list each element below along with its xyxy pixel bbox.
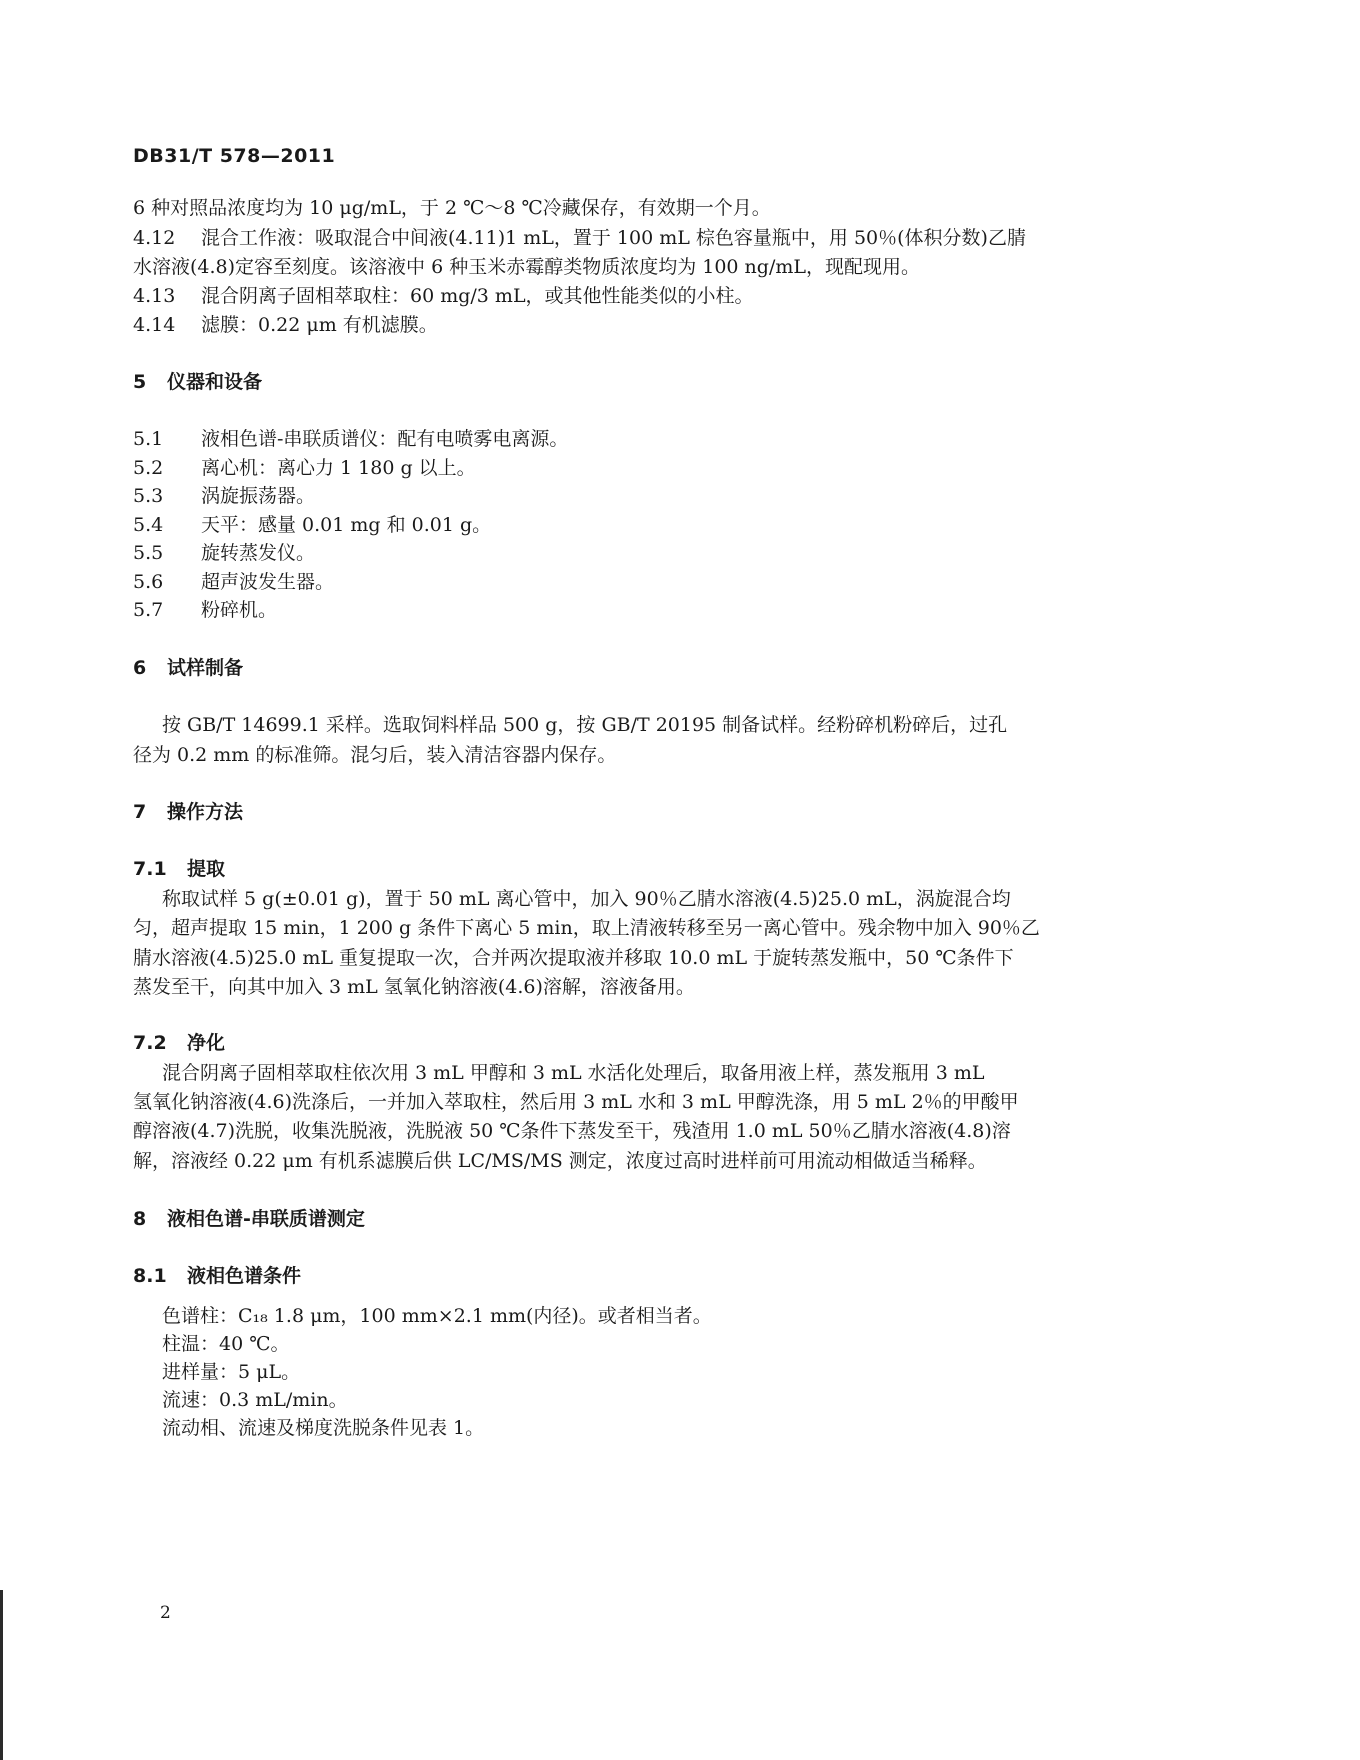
clause-item bbox=[133, 537, 1263, 569]
line-text: 天平：感量 0.01 mg 和 0.01 g。 bbox=[201, 514, 492, 536]
body-text-line bbox=[162, 883, 1292, 915]
section-heading bbox=[133, 652, 1263, 684]
line-text: 净化 bbox=[187, 1032, 226, 1054]
clause-number: 8 bbox=[133, 1208, 147, 1230]
line-text: 旋转蒸发仪。 bbox=[201, 542, 316, 564]
page-number: 2 bbox=[160, 1603, 171, 1623]
line-text: 进样量：5 μL。 bbox=[162, 1361, 301, 1383]
line-text: 混合阴离子固相萃取柱：60 mg/3 mL，或其他性能类似的小柱。 bbox=[201, 285, 754, 307]
line-text: 提取 bbox=[187, 858, 226, 880]
line-text: 6 种对照品浓度均为 10 μg/mL，于 2 ℃～8 ℃冷藏保存，有效期一个月。 bbox=[133, 197, 771, 219]
body-text-line bbox=[133, 912, 1263, 944]
body-text-line bbox=[133, 251, 1263, 283]
clause-number: 7.1 bbox=[133, 858, 167, 880]
document-code: DB31/T 578—2011 bbox=[133, 145, 336, 167]
line-text: 氢氧化钠溶液(4.6)洗涤后，一并加入萃取柱，然后用 3 mL 水和 3 mL 甲醇洗涤，用 5 mL 2％的甲酸甲 bbox=[133, 1091, 1019, 1113]
section-heading bbox=[133, 796, 1263, 828]
clause-number: 7 bbox=[133, 801, 147, 823]
scan-edge-line bbox=[0, 1590, 3, 1760]
clause-number: 5 bbox=[133, 371, 147, 393]
line-text: 流速：0.3 mL/min。 bbox=[162, 1389, 348, 1411]
clause-item bbox=[133, 423, 1263, 455]
line-text: 仪器和设备 bbox=[167, 371, 263, 393]
line-text: 按 GB/T 14699.1 采样。选取饲料样品 500 g，按 GB/T 20195 制备试样。经粉碎机粉碎后，过孔 bbox=[162, 714, 1008, 736]
section-heading bbox=[133, 366, 1263, 398]
line-text: 液相色谱-串联质谱仪：配有电喷雾电离源。 bbox=[201, 428, 569, 450]
clause-number: 5.7 bbox=[133, 599, 164, 621]
line-text: 试样制备 bbox=[167, 657, 244, 679]
clause-number: 5.2 bbox=[133, 457, 164, 479]
clause-item bbox=[133, 480, 1263, 512]
clause-number: 4.13 bbox=[133, 285, 176, 307]
clause-number: 6 bbox=[133, 657, 147, 679]
line-text: 滤膜：0.22 μm 有机滤膜。 bbox=[201, 314, 438, 336]
clause-number: 5.4 bbox=[133, 514, 164, 536]
subsection-heading bbox=[133, 853, 1263, 885]
clause-item bbox=[133, 222, 1263, 254]
body-text-line bbox=[162, 709, 1292, 741]
line-text: 柱温：40 ℃。 bbox=[162, 1333, 290, 1355]
body-text-line bbox=[133, 192, 1263, 224]
line-text: 称取试样 5 g(±0.01 g)，置于 50 mL 离心管中，加入 90％乙腈水溶液(4.5)25.0 mL，涡旋混合均 bbox=[162, 888, 1011, 910]
body-text-line bbox=[133, 739, 1263, 771]
line-text: 液相色谱条件 bbox=[187, 1265, 302, 1287]
body-text-line bbox=[133, 1115, 1263, 1147]
body-text-line bbox=[133, 942, 1263, 974]
line-text: 离心机：离心力 1 180 g 以上。 bbox=[201, 457, 476, 479]
body-text-line bbox=[133, 971, 1263, 1003]
clause-number: 5.1 bbox=[133, 428, 164, 450]
clause-number: 5.6 bbox=[133, 571, 164, 593]
line-text: 蒸发至干，向其中加入 3 mL 氢氧化钠溶液(4.6)溶解，溶液备用。 bbox=[133, 976, 695, 998]
line-text: 液相色谱-串联质谱测定 bbox=[167, 1208, 365, 1230]
section-heading bbox=[133, 1203, 1263, 1235]
clause-number: 5.3 bbox=[133, 485, 164, 507]
line-text: 腈水溶液(4.5)25.0 mL 重复提取一次，合并两次提取液并移取 10.0 mL 于旋转蒸发瓶中，50 ℃条件下 bbox=[133, 947, 1014, 969]
line-text: 径为 0.2 mm 的标准筛。混匀后，装入清洁容器内保存。 bbox=[133, 744, 617, 766]
line-text: 混合工作液：吸取混合中间液(4.11)1 mL，置于 100 mL 棕色容量瓶中，用 50％(体积分数)乙腈 bbox=[201, 227, 1026, 249]
clause-item bbox=[133, 309, 1263, 341]
line-text: 操作方法 bbox=[167, 801, 244, 823]
line-text: 涡旋振荡器。 bbox=[201, 485, 316, 507]
clause-number: 4.12 bbox=[133, 227, 176, 249]
line-text: 超声波发生器。 bbox=[201, 571, 335, 593]
clause-number: 5.5 bbox=[133, 542, 164, 564]
subsection-heading bbox=[133, 1027, 1263, 1059]
body-text-line bbox=[162, 1412, 1292, 1444]
line-text: 醇溶液(4.7)洗脱，收集洗脱液，洗脱液 50 ℃条件下蒸发至干，残渣用 1.0 mL 50％乙腈水溶液(4.8)溶 bbox=[133, 1120, 1011, 1142]
line-text: 流动相、流速及梯度洗脱条件见表 1。 bbox=[162, 1417, 485, 1439]
clause-number: 4.14 bbox=[133, 314, 176, 336]
body-text-line bbox=[133, 1086, 1263, 1118]
clause-number: 8.1 bbox=[133, 1265, 167, 1287]
line-text: 解，溶液经 0.22 μm 有机系滤膜后供 LC/MS/MS 测定，浓度过高时进样前可用流动相做适当稀释。 bbox=[133, 1150, 987, 1172]
clause-number: 7.2 bbox=[133, 1032, 167, 1054]
line-text: 水溶液(4.8)定容至刻度。该溶液中 6 种玉米赤霉醇类物质浓度均为 100 ng/mL，现配现用。 bbox=[133, 256, 920, 278]
clause-item bbox=[133, 594, 1263, 626]
line-text: 粉碎机。 bbox=[201, 599, 278, 621]
line-text: 色谱柱：C₁₈ 1.8 μm，100 mm×2.1 mm(内径)。或者相当者。 bbox=[162, 1305, 712, 1327]
clause-item bbox=[133, 280, 1263, 312]
line-text: 混合阴离子固相萃取柱依次用 3 mL 甲醇和 3 mL 水活化处理后，取备用液上样，蒸发瓶用 3 mL bbox=[162, 1062, 985, 1084]
body-text-line bbox=[162, 1057, 1292, 1089]
line-text: 匀，超声提取 15 min，1 200 g 条件下离心 5 min，取上清液转移至另一离心管中。残余物中加入 90％乙 bbox=[133, 917, 1040, 939]
subsection-heading bbox=[133, 1260, 1263, 1292]
body-text-line bbox=[133, 1145, 1263, 1177]
